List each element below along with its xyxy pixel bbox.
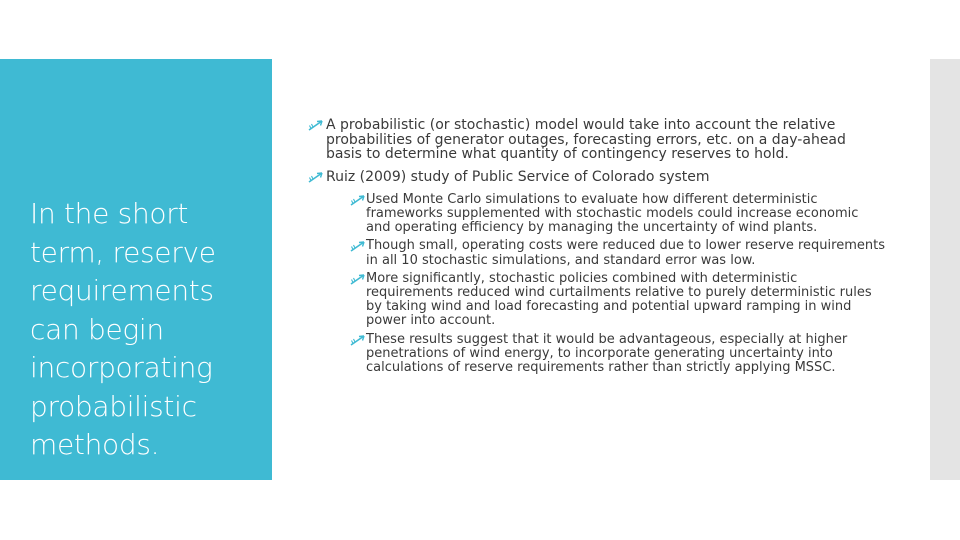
feather-arrow-icon (350, 194, 366, 206)
content-body (300, 118, 885, 379)
feather-arrow-icon (350, 240, 366, 252)
side-scroll-strip (930, 59, 960, 480)
bullet-item (300, 170, 885, 185)
sub-bullet-text: Though small, operating costs were reduced due to lower reserve requirements in all 10 stochastic simulations, and standard error was low. (366, 238, 885, 268)
feather-arrow-icon (308, 119, 324, 131)
sub-bullet-text: These results suggest that it would be advantageous, especially at higher penetrations of wind energy, to incorporate generating uncertainty into calculations of reserve requirements rather than strictly applying MSSC. (366, 331, 848, 376)
bullet-item (300, 118, 885, 162)
title-panel (0, 59, 272, 480)
sub-bullet-item (300, 333, 885, 376)
sub-bullet-item (300, 239, 885, 267)
sub-bullet-item (300, 193, 885, 236)
slide-title: In the short term, reserve requirements can begin incorporating probabilistic methods. (30, 197, 216, 461)
bullet-text: Ruiz (2009) study of Public Service of Colorado system (326, 169, 710, 186)
feather-arrow-icon (350, 334, 366, 346)
sub-bullet-text: More significantly, stochastic policies combined with deterministic requirements reduced wind curtailments relative to purely deterministic rules by taking wind and load forecasting and potential upward ramping in wind power into account. (366, 270, 872, 329)
feather-arrow-icon (308, 171, 324, 183)
sub-bullet-text: Used Monte Carlo simulations to evaluate how different deterministic frameworks supplemented with stochastic models could increase economic and operating efficiency by managing the uncertainty of wind plants. (366, 191, 859, 236)
sub-bullet-item (300, 272, 885, 329)
bullet-text: A probabilistic (or stochastic) model would take into account the relative probabilities of generator outages, forecasting errors, etc. on a day-ahead basis to determine what quantity of contingency reserves to hold. (326, 117, 846, 163)
feather-arrow-icon (350, 273, 366, 285)
